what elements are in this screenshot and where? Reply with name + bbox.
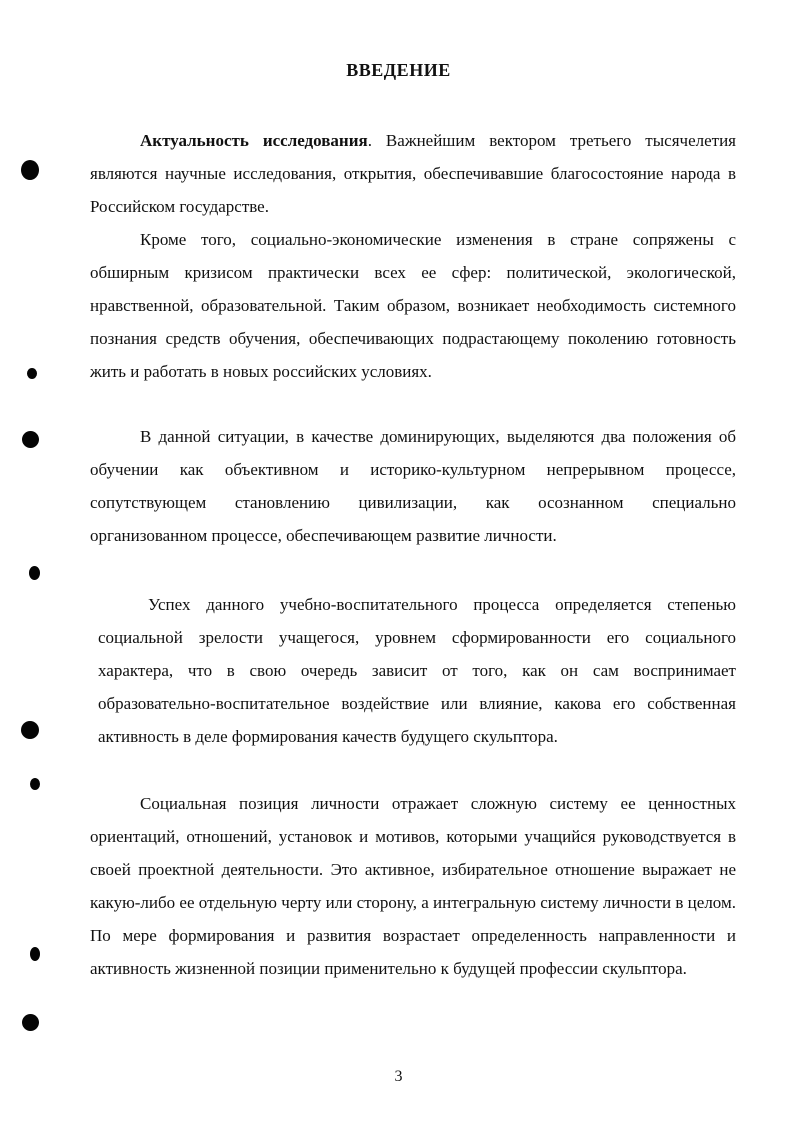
page-title: ВВЕДЕНИЕ (346, 60, 451, 80)
paragraph-relevance (90, 124, 736, 223)
paragraph: Успех данного учебно-воспитательного процесса определяется степенью социальной зрелости учащегося, уровнем сформированности его социального характера, что в свою очередь зависит от того, как он сам воспринимает образовательно-воспитательное воздействие или влияние, какова его собственная активность в деле формирования качеств будущего скульптора. (98, 595, 736, 746)
punch-hole-mark (27, 368, 37, 379)
punch-hole-mark (22, 1014, 39, 1031)
punch-hole-mark (22, 431, 39, 448)
punch-hole-mark (21, 160, 39, 180)
paragraph: Кроме того, социально-экономические изменения в стране сопряжены с обширным кризисом практически всех ее сфер: политической, экологической, нравственной, образовательной. Таким образом, возникает необходимость системного познания средств обучения, обеспечивающих подрастающему поколению готовность жить и работать в новых российских условиях. (90, 230, 736, 381)
punch-hole-mark (30, 947, 40, 961)
paragraph: Социальная позиция личности отражает сложную систему ее ценностных ориентаций, отношений, установок и мотивов, которыми учащийся руководствуется в своей проектной деятельности. Это активное, избирательное отношение выражает не какую-либо ее отдельную черту или сторону, а интегральную систему личности в целом. По мере формирования и развития возрастает определенность направленности и активность жизненной позиции применительно к будущей профессии скульптора. (90, 794, 736, 978)
punch-hole-mark (21, 721, 39, 739)
punch-hole-mark (30, 778, 40, 790)
paragraph: В данной ситуации, в качестве доминирующих, выделяются два положения об обучении как объективном и историко-культурном непрерывном процессе, сопутствующем становлению цивилизации, как осознанном специально организованном процессе, обеспечивающем развитие личности. (90, 427, 736, 545)
punch-hole-mark (29, 566, 40, 580)
page-number: 3 (394, 1068, 403, 1085)
paragraph-text: . Важнейшим вектором третьего тысячелетия являются научные исследования, открытия, обеспечивавшие благосостояние народа в Российском государстве. (90, 131, 736, 216)
paragraph-lead-bold: Актуальность исследования (140, 131, 368, 150)
